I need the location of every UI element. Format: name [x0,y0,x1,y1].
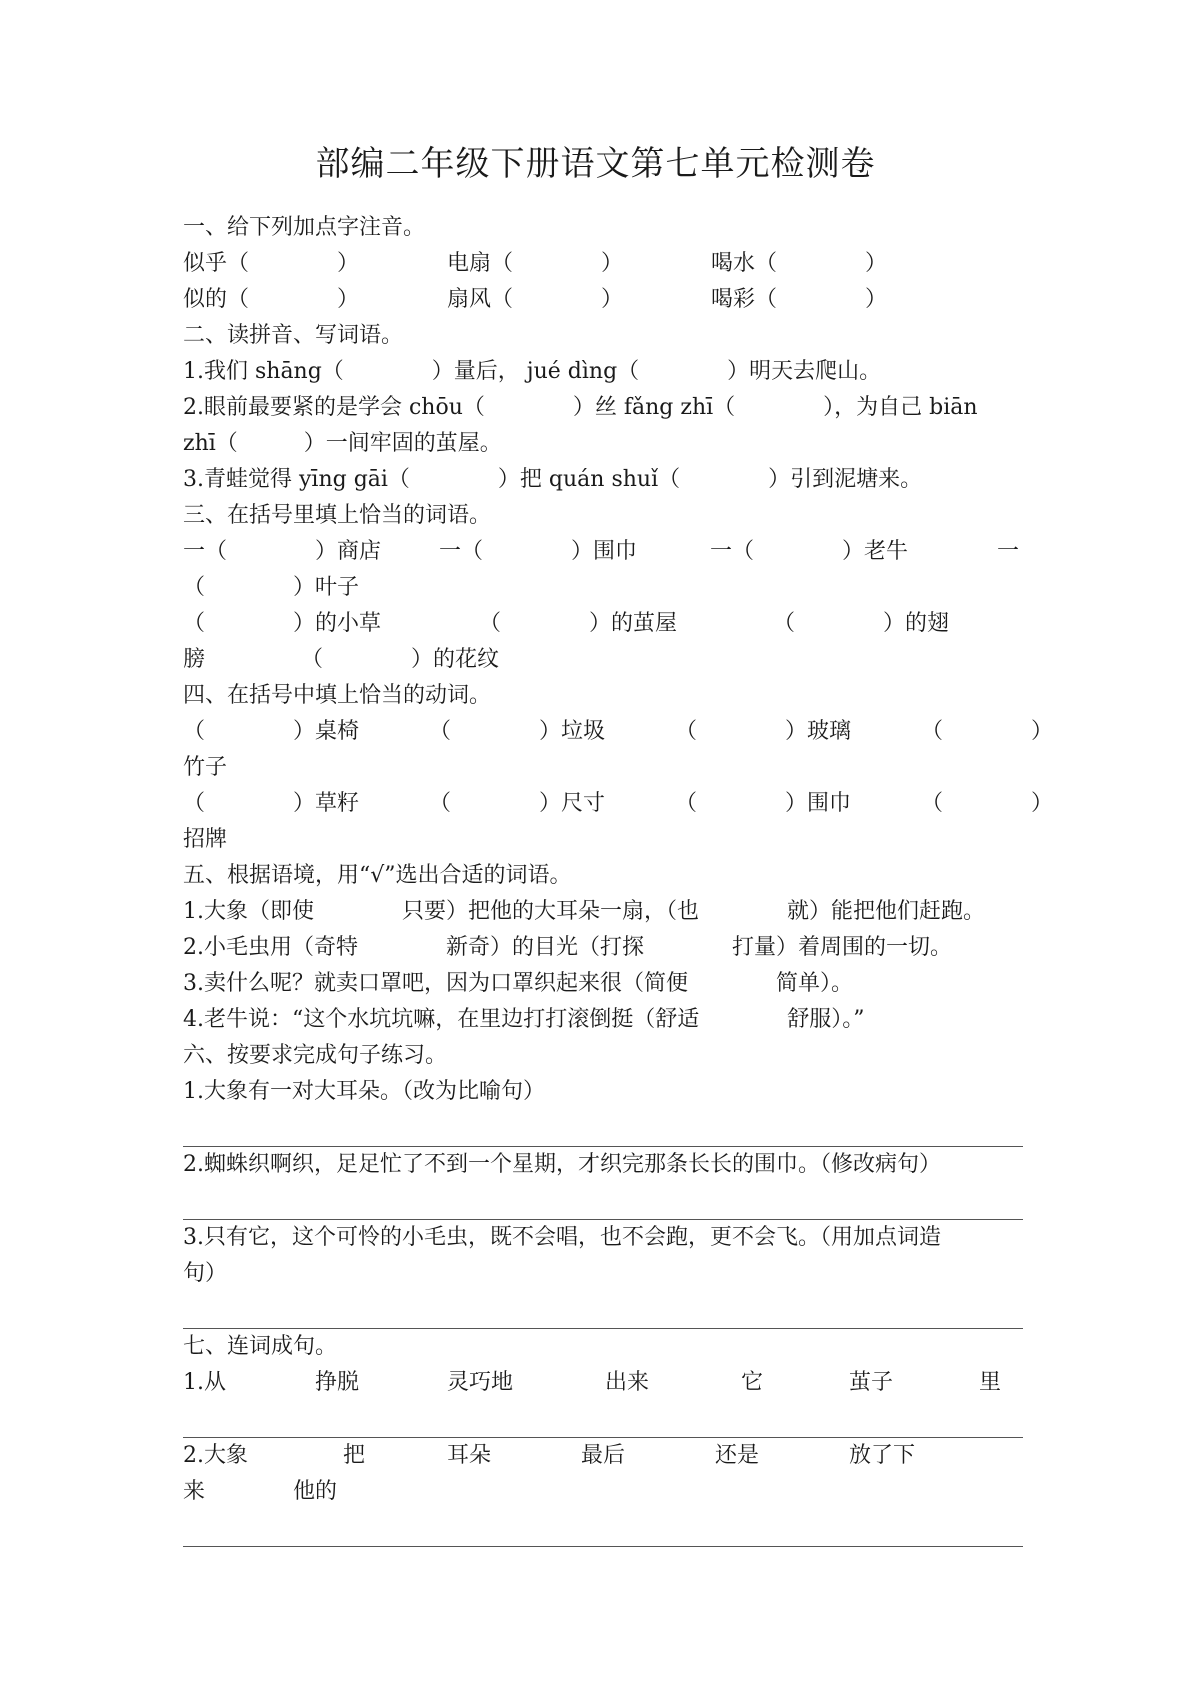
q1-item: 似的（ ） [183,287,360,312]
q3-item: 膀 [183,647,206,672]
q1-item: 电扇（ ） [447,251,624,276]
q6-item-1: 1.大象有一对大耳朵。（改为比喻句） [183,1079,545,1104]
q7-word: 还是 [715,1443,760,1468]
q6-item-2: 2.蜘蛛织啊织，足足忙了不到一个星期，才织完那条长长的围巾。（修改病句） [183,1152,941,1177]
q4-item: （ ）草籽 [183,791,360,816]
section-3-heading: 三、在括号里填上恰当的词语。 [183,503,492,528]
q4-item: （ ）尺寸 [429,791,606,816]
q2-line-3: zhī（ ）一间牢固的茧屋。 [183,431,502,456]
q1-item: 喝彩（ ） [711,287,888,312]
answer-line[interactable] [183,1510,1023,1547]
q4-item: （ ）玻璃 [675,719,852,744]
q7-word: 他的 [293,1479,338,1504]
q3-row-1 [183,534,1023,570]
q1-row-2 [183,282,1023,318]
q1-item: 喝水（ ） [711,251,888,276]
section-2-heading: 二、读拼音、写词语。 [183,323,404,348]
q7-word: 灵巧地 [447,1370,514,1395]
q7-word: 耳朵 [447,1443,492,1468]
q3-row-2 [183,606,1023,642]
q4-item: （ ）垃圾 [429,719,606,744]
worksheet-content [183,210,1054,1547]
q3-item: （ ）的花纹 [301,647,500,672]
q4-row-2 [183,786,1054,822]
q7-word: 2.大象 [183,1443,248,1468]
q2-line-4: 3.青蛙觉得 yīng gāi（ ）把 quán shuǐ（ ）引到泥塘来。 [183,467,923,492]
q7-word: 里 [979,1370,1002,1395]
q3-item: （ ）的小草 [183,611,382,636]
q7-word: 茧子 [849,1370,894,1395]
q7-word: 它 [741,1370,764,1395]
answer-line[interactable] [183,1292,1023,1329]
page-title: 部编二年级下册语文第七单元检测卷 [315,144,876,184]
answer-line[interactable] [183,1183,1023,1220]
q4-row-2-wrap: 招牌 [183,827,228,852]
section-7-heading: 七、连词成句。 [183,1334,338,1359]
q7-word: 放了下 [849,1443,916,1468]
q5-line-1: 1.大象（即使 只要）把他的大耳朵一扇，（也 就）能把他们赶跑。 [183,899,985,924]
q7-word: 挣脱 [315,1370,360,1395]
q7-item-1 [183,1365,1023,1401]
q3-item: 一（ ）围巾 [439,539,638,564]
q7-word: 来 [183,1479,206,1504]
q1-item: 扇风（ ） [447,287,624,312]
q7-item-2-wrap [183,1474,1023,1510]
answer-line[interactable] [183,1401,1023,1438]
q6-item-3-wrap: 句） [183,1261,228,1286]
answer-line[interactable] [183,1110,1023,1147]
q5-line-2: 2.小毛虫用（奇特 新奇）的目光（打探 打量）着周围的一切。 [183,935,952,960]
q5-line-3: 3.卖什么呢？就卖口罩吧，因为口罩织起来很（简便 简单）。 [183,971,853,996]
section-5-heading: 五、根据语境，用“√”选出合适的词语。 [183,863,572,888]
q1-row-1 [183,246,1023,282]
q3-item: （ ）的翅 [773,611,950,636]
q3-item: 一（ ）商店 [183,539,382,564]
q3-row-1-wrap: （ ）叶子 [183,575,360,600]
q3-item: 一（ ）老牛 [710,539,909,564]
section-4-heading: 四、在括号中填上恰当的动词。 [183,683,492,708]
section-6-heading: 六、按要求完成句子练习。 [183,1043,448,1068]
section-1-heading: 一、给下列加点字注音。 [183,215,426,240]
q7-word: 出来 [605,1370,650,1395]
q3-row-2-wrap [183,642,1023,678]
q7-word: 把 [343,1443,366,1468]
q7-word: 最后 [581,1443,626,1468]
q4-row-1-wrap: 竹子 [183,755,228,780]
q1-item: 似乎（ ） [183,251,360,276]
q4-row-1 [183,714,1054,750]
q4-item: （ ）围巾 [675,791,852,816]
q2-line-2: 2.眼前最要紧的是学会 chōu（ ）丝 fǎng zhī（ ），为自己 biān [183,395,978,420]
q3-item: （ ）的茧屋 [479,611,678,636]
q7-word: 1.从 [183,1370,226,1395]
q7-item-2 [183,1438,1023,1474]
q4-item: （ ）桌椅 [183,719,360,744]
q6-item-3: 3.只有它，这个可怜的小毛虫，既不会唱，也不会跑，更不会飞。（用加点词造 [183,1225,941,1250]
q3-item: 一 [997,539,1020,564]
q2-line-1: 1.我们 shāng（ ）量后， jué dìng（ ）明天去爬山。 [183,359,882,384]
q4-item: （ ） [921,791,1054,816]
q4-item: （ ） [921,719,1054,744]
q5-line-4: 4.老牛说：“这个水坑坑嘛，在里边打打滚倒挺（舒适 舒服）。” [183,1007,865,1032]
